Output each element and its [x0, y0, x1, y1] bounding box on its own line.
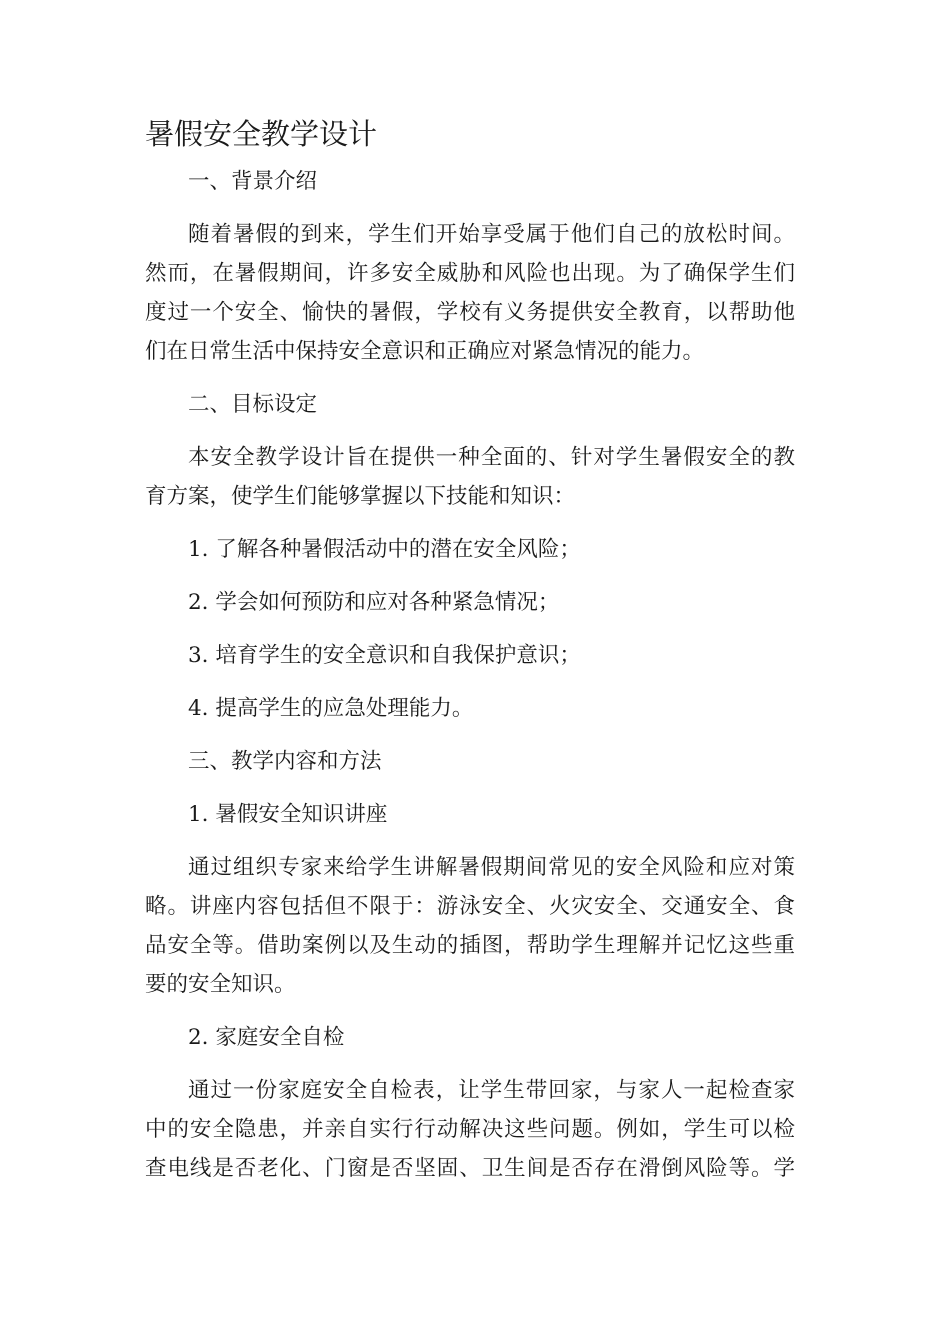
- paragraph-home-check: [145, 1071, 795, 1188]
- paragraph-line: 中的安全隐患，并亲自实行行动解决这些问题。例如，学生可以检: [145, 1117, 795, 1142]
- section-heading-goals: 二、目标设定: [188, 392, 318, 417]
- subsection-heading-home-check: 2. 家庭安全自检: [188, 1025, 345, 1050]
- paragraph-line: 查电线是否老化、门窗是否坚固、卫生间是否存在滑倒风险等。学: [145, 1156, 795, 1181]
- paragraph-goals: [145, 438, 795, 516]
- paragraph-line: 通过一份家庭安全自检表，让学生带回家，与家人一起检查家: [188, 1078, 795, 1103]
- paragraph-line: 要的安全知识。: [145, 972, 296, 997]
- subsection-heading-lecture: 1. 暑假安全知识讲座: [188, 802, 388, 827]
- document-title: 暑假安全教学设计: [145, 117, 378, 151]
- paragraph-line: 通过组织专家来给学生讲解暑假期间常见的安全风险和应对策: [188, 855, 795, 880]
- paragraph-line: 然而，在暑假期间，许多安全威胁和风险也出现。为了确保学生们: [145, 261, 795, 286]
- section-heading-content-methods: 三、教学内容和方法: [188, 749, 382, 774]
- paragraph-lecture: [145, 848, 795, 1004]
- paragraph-line: 略。讲座内容包括但不限于：游泳安全、火灾安全、交通安全、食: [145, 894, 795, 919]
- paragraph-line: 育方案，使学生们能够掌握以下技能和知识：: [145, 484, 576, 509]
- paragraph-background: [145, 215, 795, 371]
- paragraph-line: 本安全教学设计旨在提供一种全面的、针对学生暑假安全的教: [188, 445, 795, 470]
- goal-item-1: 1. 了解各种暑假活动中的潜在安全风险；: [188, 537, 581, 562]
- document-body: [145, 162, 795, 1188]
- section-heading-background: 一、背景介绍: [188, 169, 318, 194]
- goal-item-3: 3. 培育学生的安全意识和自我保护意识；: [188, 643, 581, 668]
- paragraph-line: 随着暑假的到来，学生们开始享受属于他们自己的放松时间。: [188, 222, 795, 247]
- paragraph-line: 度过一个安全、愉快的暑假，学校有义务提供安全教育，以帮助他: [145, 300, 795, 325]
- paragraph-line: 们在日常生活中保持安全意识和正确应对紧急情况的能力。: [145, 339, 705, 364]
- goal-item-4: 4. 提高学生的应急处理能力。: [188, 696, 474, 721]
- paragraph-line: 品安全等。借助案例以及生动的插图，帮助学生理解并记忆这些重: [145, 933, 795, 958]
- goal-item-2: 2. 学会如何预防和应对各种紧急情况；: [188, 590, 560, 615]
